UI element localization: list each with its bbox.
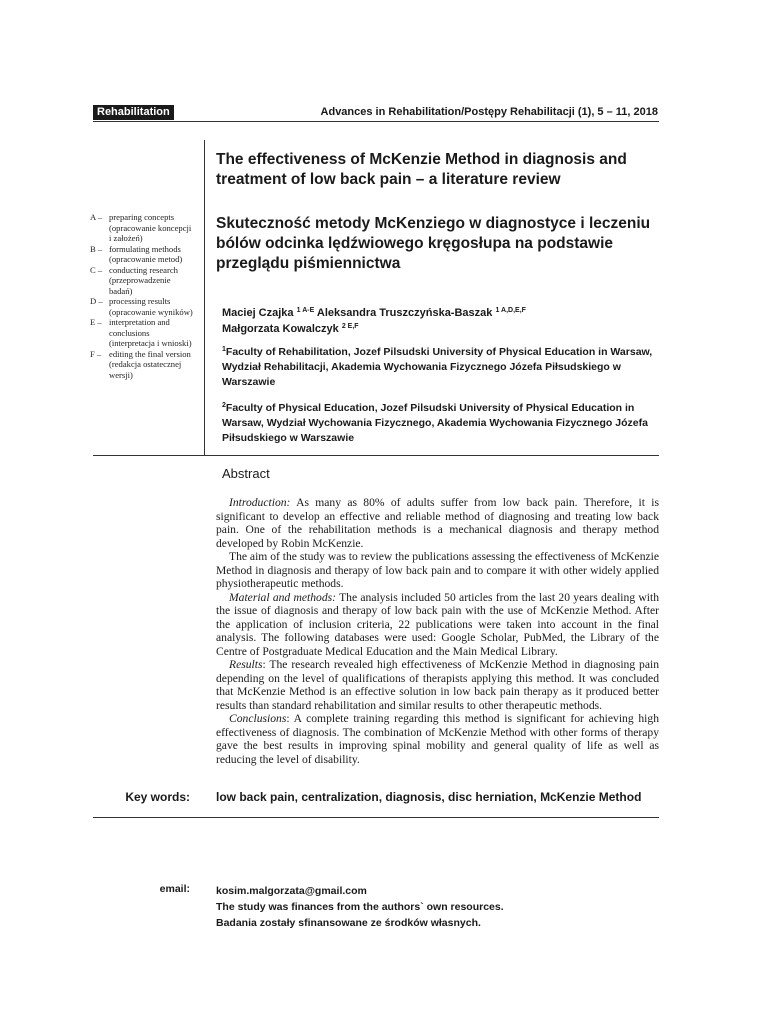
contribution-legend <box>90 212 195 380</box>
author-affiliation-marker: 1 A,D,E,F <box>495 307 526 314</box>
abstract-paragraph: Material and methods: The analysis included 50 articles from the last 20 years dealing with the issue of diagnosis and therapy of low back pain with the use of McKenzie Method. After the application of inclusion criteria, 22 publications were taken into account in the final analysis. The following databases were used: Google Scholar, PubMed, the Library of the Centre of Postgraduate Medical Education and the Main Medical Library. <box>216 590 660 658</box>
affiliation-2: $^2$Faculty of Physical Education, Jozef Pilsudski University of Physical Education in Warsaw, Wydział Wychowania Fizycznego, Akademia Wychowania Fizycznego Józefa Piłsudskiego w Warszawie <box>222 402 648 444</box>
keywords-bottom-rule <box>93 817 659 818</box>
email-label: email: <box>159 883 190 895</box>
funding-statement-pl: Badania zostały sfinansowane ze środków własnych. <box>216 917 481 929</box>
keywords-value: low back pain, centralization, diagnosis, disc herniation, McKenzie Method <box>216 790 642 804</box>
abstract-paragraph: Results: The research revealed high effectiveness of McKenzie Method in diagnosing pain depending on the level of qualifications of therapists applying this method. It was concluded that McKenzie Method is an effective solution in low back pain therapy as it produced better results than standard rehabilitation and similar results to other therapeutic methods. <box>216 658 659 712</box>
abstract-heading: Abstract <box>222 466 270 481</box>
legend-item: B – formulating methods (opracowanie metod) <box>90 243 183 264</box>
author-name: Maciej Czajka <box>222 307 294 319</box>
author-affiliation-marker: 1 A-E <box>296 307 315 314</box>
funding-statement-en: The study was finances from the authors` own resources. <box>216 901 504 913</box>
footer-info <box>216 883 504 931</box>
legend-item: E – interpretation and conclusions (interpretacja i wnioski) <box>90 317 192 348</box>
section-tag: Rehabilitation <box>93 105 174 120</box>
contact-email[interactable]: kosim.malgorzata@gmail.com <box>216 885 367 897</box>
keywords-label: Key words: <box>125 790 190 804</box>
author-name: Aleksandra Truszczyńska-Baszak <box>316 307 493 319</box>
author-affiliation-marker: 2 E,F <box>341 323 359 330</box>
article-title-pl: Skuteczność metody McKenziego w diagnostyce i leczeniu bólów odcinka lędźwiowego kręgosłupa na podstawie przeglądu piśmiennictwa <box>216 215 651 272</box>
abstract-paragraph: Conclusions: A complete training regarding this method is significant for achieving high effectiveness of diagnosis. The combination of McKenzie Method with other forms of therapy gave the best results in improving spinal mobility and general quality of life as well as reducing the level of disability. <box>216 712 659 766</box>
legend-item: C – conducting research (przeprowadzenie badań) <box>90 264 178 296</box>
abstract-paragraph: The aim of the study was to review the publications assessing the effectiveness of McKenzie Method in diagnosis and therapy of low back pain and to compare it with other widely applied physiotherapeutic methods. <box>216 550 659 590</box>
author-list <box>222 304 658 336</box>
header-rule <box>93 121 659 122</box>
article-title-en: The effectiveness of McKenzie Method in diagnosis and treatment of low back pain – a literature review <box>216 151 627 188</box>
abstract-top-rule <box>93 455 659 456</box>
legend-item: F – editing the final version (redakcja ostatecznej wersji) <box>90 348 191 380</box>
column-divider <box>204 140 205 455</box>
abstract-paragraph: Introduction: As many as 80% of adults suffer from low back pain. Therefore, it is significant to develop an effective and reliable method of diagnosing and treating low back pain. One of the rehabilitation methods is a mechanical diagnosis and therapy method developed by Robin McKenzie. <box>216 496 659 550</box>
abstract-body <box>216 496 659 766</box>
legend-item: A – preparing concepts (opracowanie koncepcji i założeń) <box>90 212 192 243</box>
affiliation-1: $^1$Faculty of Rehabilitation, Jozef Pilsudski University of Physical Education in Warsaw, Wydział Rehabilitacji, Akademia Wychowania Fizycznego Józefa Piłsudskiego w Warszawie <box>222 346 653 388</box>
legend-item: D – processing results (opracowanie wyników) <box>90 296 193 317</box>
author-name: Małgorzata Kowalczyk <box>222 323 339 335</box>
journal-reference: Advances in Rehabilitation/Postępy Rehabilitacji (1), 5 – 11, 2018 <box>320 106 658 118</box>
